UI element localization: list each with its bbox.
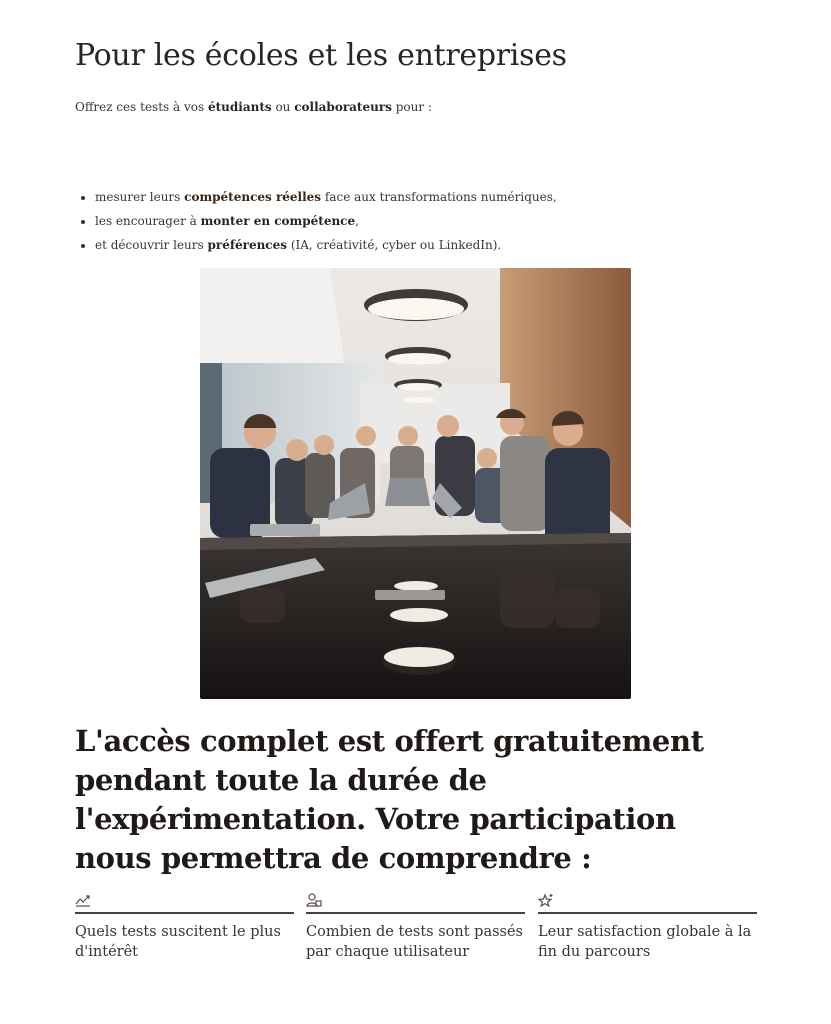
intro-suffix: pour : — [391, 100, 432, 114]
intro-students: étudiants — [207, 100, 272, 114]
intro-staff: collaborateurs — [294, 100, 392, 114]
user-group-icon — [306, 892, 525, 910]
bullet-bold: préférences — [207, 238, 288, 252]
bullet-bold: compétences réelles — [184, 190, 322, 204]
card-label: Quels tests suscitent le plus d'intérêt — [75, 924, 281, 960]
card-label: Combien de tests sont passés par chaque utilisateur — [306, 924, 523, 960]
meeting-photo — [200, 268, 631, 699]
bullet-text: face aux transformations numériques, — [321, 190, 557, 204]
page-title: Pour les écoles et les entreprises — [75, 38, 567, 73]
bullet-text: les encourager à — [95, 214, 201, 228]
bullet-text: (IA, créativité, cyber ou LinkedIn). — [287, 238, 502, 252]
chart-line-icon — [75, 892, 294, 910]
meeting-illustration — [200, 268, 631, 699]
list-item — [95, 209, 557, 233]
bullet-text: mesurer leurs — [95, 190, 185, 204]
intro-prefix: Offrez ces tests à vos — [75, 100, 208, 114]
intro-middle: ou — [271, 100, 295, 114]
bullet-text: , — [355, 214, 359, 228]
card-label: Leur satisfaction globale à la fin du parcours — [538, 924, 752, 960]
insight-card-interest — [75, 892, 294, 962]
insight-card-satisfaction — [538, 892, 757, 962]
list-item — [95, 233, 557, 257]
benefits-list — [75, 185, 557, 257]
sparkle-star-icon — [538, 892, 757, 910]
headline: L'accès complet est offert gratuitement pendant toute la durée de l'expérimentation. Votre participation nous permettra de comprendre : — [75, 724, 704, 875]
card-divider — [306, 912, 525, 914]
bullet-text: et découvrir leurs — [95, 238, 208, 252]
bullet-bold: monter en compétence — [200, 214, 356, 228]
intro-text — [75, 100, 432, 114]
card-divider — [75, 912, 294, 914]
card-divider — [538, 912, 757, 914]
insight-card-usage — [306, 892, 525, 962]
insight-cards — [75, 892, 757, 992]
list-item — [95, 185, 557, 209]
